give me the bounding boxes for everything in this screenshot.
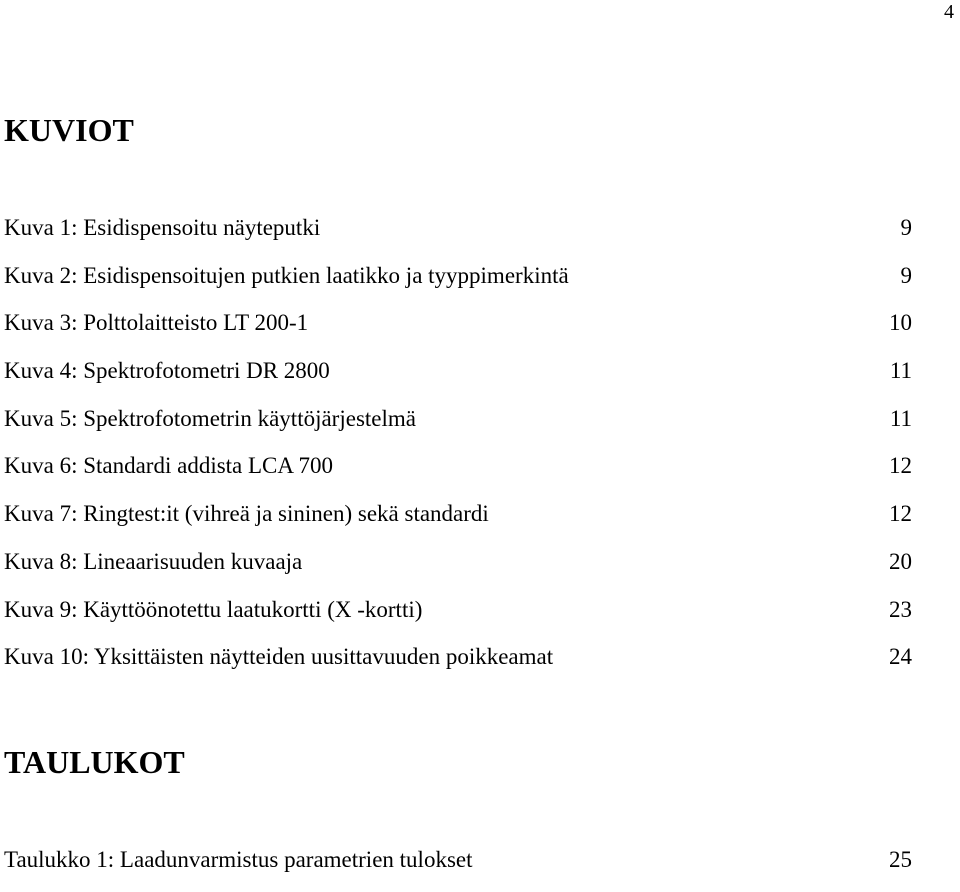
toc-entry-page: 25 <box>889 847 912 872</box>
toc-entry-figure-6[interactable] <box>4 450 912 498</box>
toc-entry-page: 11 <box>889 358 912 384</box>
toc-entry-title: Kuva 8: Lineaarisuuden kuvaaja <box>4 548 303 574</box>
toc-entry-table-1[interactable] <box>4 844 912 892</box>
toc-entry-title: Kuva 10: Yksittäisten näytteiden uusittavuuden poikkeamat <box>4 644 554 670</box>
toc-entry-figure-3[interactable] <box>4 307 912 355</box>
toc-entry-page: 23 <box>889 596 912 622</box>
toc-entry-page: 9 <box>900 262 912 288</box>
toc-entry-figure-7[interactable] <box>4 498 912 546</box>
toc-entry-page: 12 <box>889 453 912 479</box>
toc-entry-page: 11 <box>889 405 912 431</box>
toc-entry-figure-10[interactable] <box>4 641 912 689</box>
toc-entry-title: Kuva 2: Esidispensoitujen putkien laatikko ja tyyppimerkintä <box>4 262 569 288</box>
toc-entry-page: 10 <box>889 310 912 336</box>
toc-entry-page: 12 <box>889 501 912 527</box>
toc-entry-figure-4[interactable] <box>4 355 912 403</box>
toc-entry-figure-8[interactable] <box>4 546 912 594</box>
toc-entry-page: 9 <box>900 215 912 240</box>
toc-entry-figure-5[interactable] <box>4 403 912 451</box>
toc-entry-title: Kuva 3: Polttolaitteisto LT 200-1 <box>4 310 309 336</box>
figures-list <box>4 212 912 689</box>
toc-entry-title: Kuva 6: Standardi addista LCA 700 <box>4 453 333 479</box>
toc-entry-figure-2[interactable] <box>4 260 912 308</box>
figures-heading: KUVIOT <box>4 112 134 148</box>
toc-entry-title: Kuva 1: Esidispensoitu näyteputki <box>4 215 321 240</box>
tables-list <box>4 844 912 892</box>
toc-entry-title: Taulukko 1: Laadunvarmistus parametrien tulokset <box>4 847 473 872</box>
toc-entry-title: Kuva 7: Ringtest:it (vihreä ja sininen) sekä standardi <box>4 501 489 527</box>
toc-entry-title: Kuva 5: Spektrofotometrin käyttöjärjestelmä <box>4 405 416 431</box>
toc-entry-title: Kuva 9: Käyttöönotettu laatukortti (X -kortti) <box>4 596 423 622</box>
toc-entry-figure-1[interactable] <box>4 212 912 260</box>
toc-entry-page: 20 <box>889 548 912 574</box>
tables-heading: TAULUKOT <box>4 744 185 780</box>
toc-entry-title: Kuva 4: Spektrofotometri DR 2800 <box>4 358 330 384</box>
page-number: 4 <box>944 1 954 23</box>
toc-entry-figure-9[interactable] <box>4 594 912 642</box>
toc-entry-page: 24 <box>889 644 912 670</box>
